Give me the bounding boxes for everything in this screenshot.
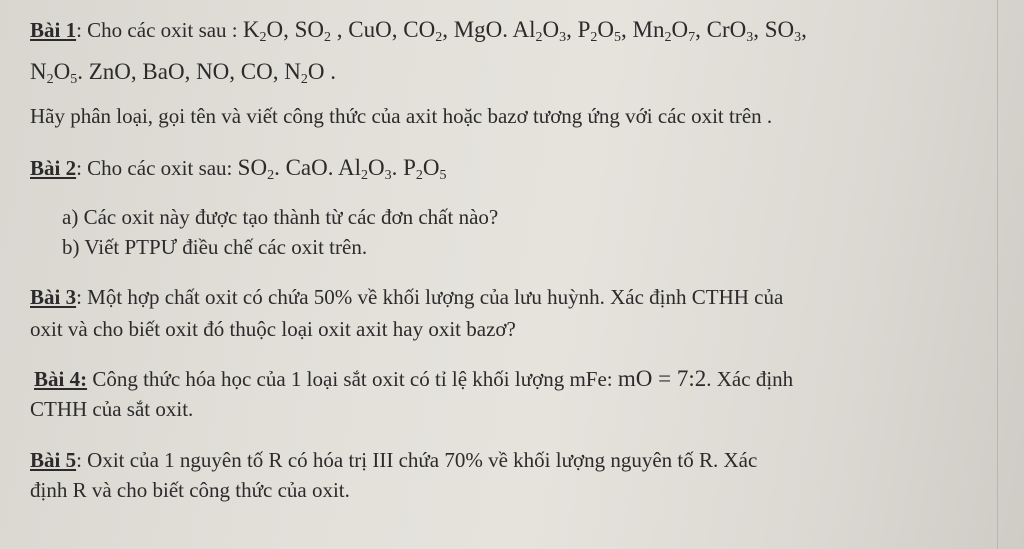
bai3-text1: : Một hợp chất oxit có chứa 50% về khối lượng của lưu huỳnh. Xác định CTHH của: [76, 285, 784, 309]
bai2-label: Bài 2: [30, 156, 77, 180]
bai5-line1: [30, 444, 757, 476]
bai1-line2: [30, 56, 336, 88]
bai5-line2: định R và cho biết công thức của oxit.: [30, 478, 350, 502]
bai4-ratio: mO = 7:2: [617, 366, 707, 391]
bai2-intro: : Cho các oxit sau:: [76, 156, 238, 180]
bai5-label: Bài 5: [30, 448, 77, 472]
bai3-line2: oxit và cho biết oxit đó thuộc loại oxit axit hay oxit bazơ?: [30, 317, 516, 341]
bai1-label: Bài 1: [30, 18, 77, 42]
bai3-line1: [30, 281, 783, 313]
bai2-line1: [30, 152, 447, 184]
bai4-line2: CTHH của sắt oxit.: [30, 397, 194, 421]
bai4-text1a: Công thức hóa học của 1 loại sắt oxit có tỉ lệ khối lượng mFe:: [87, 367, 618, 391]
bai1-task: Hãy phân loại, gọi tên và viết công thức của axit hoặc bazơ tương ứng với các oxit trên .: [30, 104, 773, 128]
bai2-item-b: b) Viết PTPƯ điều chế các oxit trên.: [62, 235, 368, 259]
bai4-label: Bài 4:: [34, 367, 88, 391]
bai2-item-a: a) Các oxit này được tạo thành từ các đơn chất nào?: [62, 205, 499, 229]
bai1-line1: [30, 14, 807, 46]
bai4-text1b: . Xác định: [706, 367, 794, 391]
bai1-oxide-list: $K_2O$, $SO_2$ , CuO, $CO_2$, MgO. $Al_2O_3$, $P_2O_5$, $Mn_2O_7$, CrO$_3$, $SO_3$,: [242, 17, 807, 45]
bai5-text1: : Oxit của 1 nguyên tố R có hóa trị III chứa 70% về khối lượng nguyên tố R. Xác: [76, 448, 758, 472]
bai2-oxide-list: $SO_2$. CaO. $Al_2O_3$. $P_2O_5$: [237, 155, 447, 183]
bai4-line1: [34, 363, 793, 395]
bai1-intro: : Cho các oxit sau :: [76, 18, 243, 42]
paper-edge-line: [997, 0, 998, 549]
bai1-oxide-list-cont: $N_2O_5$. ZnO, BaO, NO, CO, $N_2O$ .: [30, 59, 336, 87]
bai3-label: Bài 3: [30, 285, 77, 309]
